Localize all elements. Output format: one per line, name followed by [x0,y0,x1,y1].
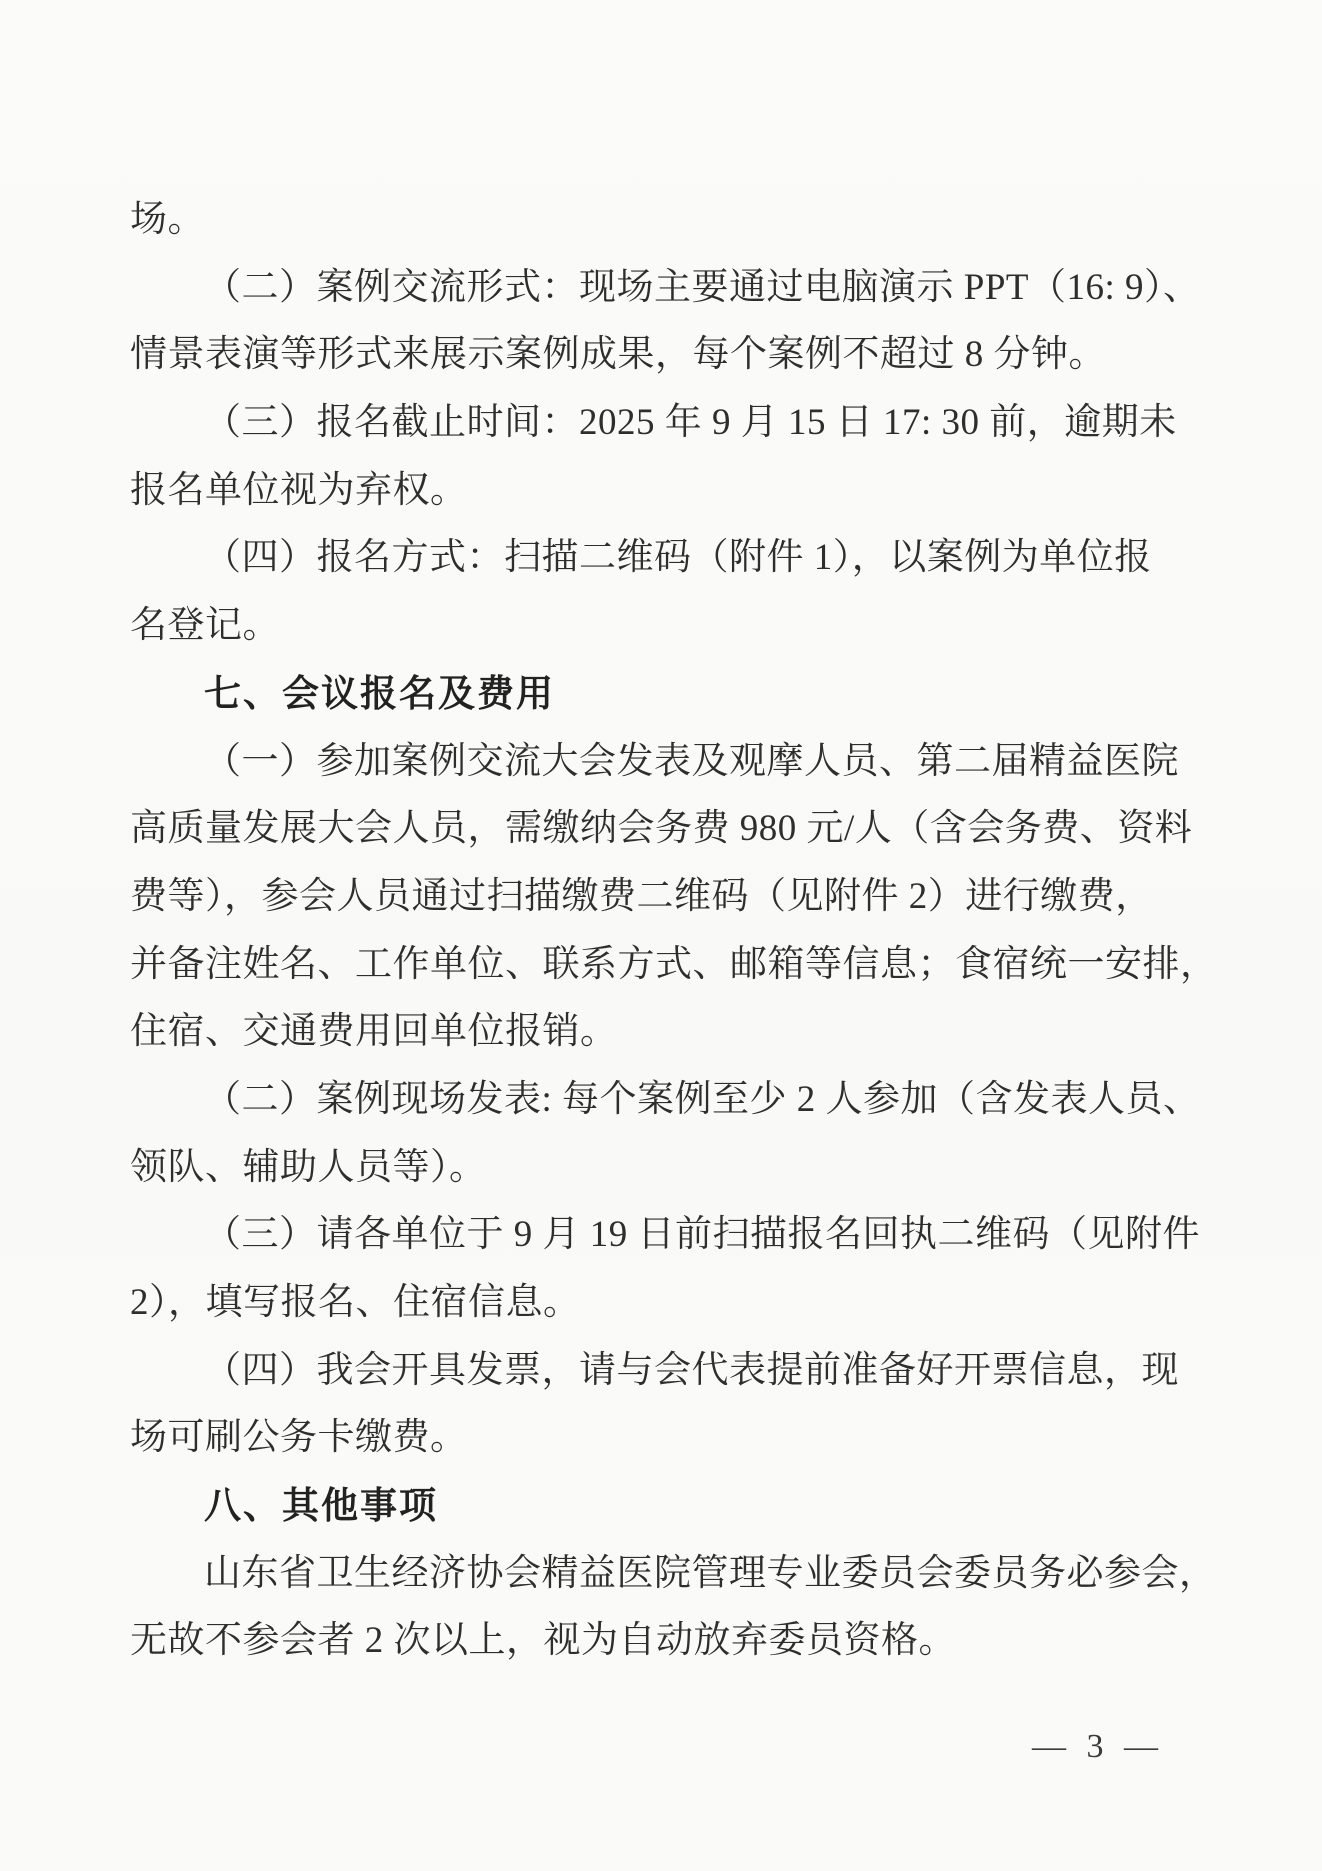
page-number: — 3 — [1032,1728,1164,1765]
document-body [130,186,1218,1675]
document-line: 2），填写报名、住宿信息。 [130,1282,581,1323]
section-heading: 七、会议报名及费用 [204,672,555,714]
document-line: 费等），参会人员通过扫描缴费二维码（见附件 2）进行缴费， [130,875,1153,917]
document-line: （三）报名截止时间：2025 年 9 月 15 日 17: 30 前，逾期未 [204,402,1177,444]
document-line: （四）我会开具发票，请与会代表提前准备好开票信息，现 [204,1349,1179,1391]
document-line: （三）请各单位于 9 月 19 日前扫描报名回执二维码（见附件 [204,1214,1200,1256]
document-line: 并备注姓名、工作单位、联系方式、邮箱等信息；食宿统一安排， [130,943,1218,985]
document-line: 情景表演等形式来展示案例成果，每个案例不超过 8 分钟。 [130,334,1106,376]
document-line: 高质量发展大会人员，需缴纳会务费 980 元/人（含会务费、资料 [130,808,1193,850]
document-line: 场可刷公务卡缴费。 [130,1417,468,1459]
document-line: （二）案例交流形式：现场主要通过电脑演示 PPT（16: 9）、 [204,266,1201,308]
document-line: （二）案例现场发表: 每个案例至少 2 人参加（含发表人员、 [204,1078,1201,1120]
document-line: 无故不参会者 2 次以上，视为自动放弃委员资格。 [130,1620,956,1662]
document-line: 报名单位视为弃权。 [130,469,468,511]
document-line: 山东省卫生经济协会精益医院管理专业委员会委员务必参会， [204,1552,1217,1594]
document-line: （四）报名方式：扫描二维码（附件 1），以案例为单位报 [204,537,1152,579]
document-line: 领队、辅助人员等）。 [130,1146,487,1188]
document-line: （一）参加案例交流大会发表及观摩人员、第二届精益医院 [204,740,1179,782]
document-line: 住宿、交通费用回单位报销。 [130,1011,618,1053]
section-heading: 八、其他事项 [204,1485,438,1527]
document-line: 名登记。 [130,605,280,647]
document-line: 场。 [130,199,205,240]
